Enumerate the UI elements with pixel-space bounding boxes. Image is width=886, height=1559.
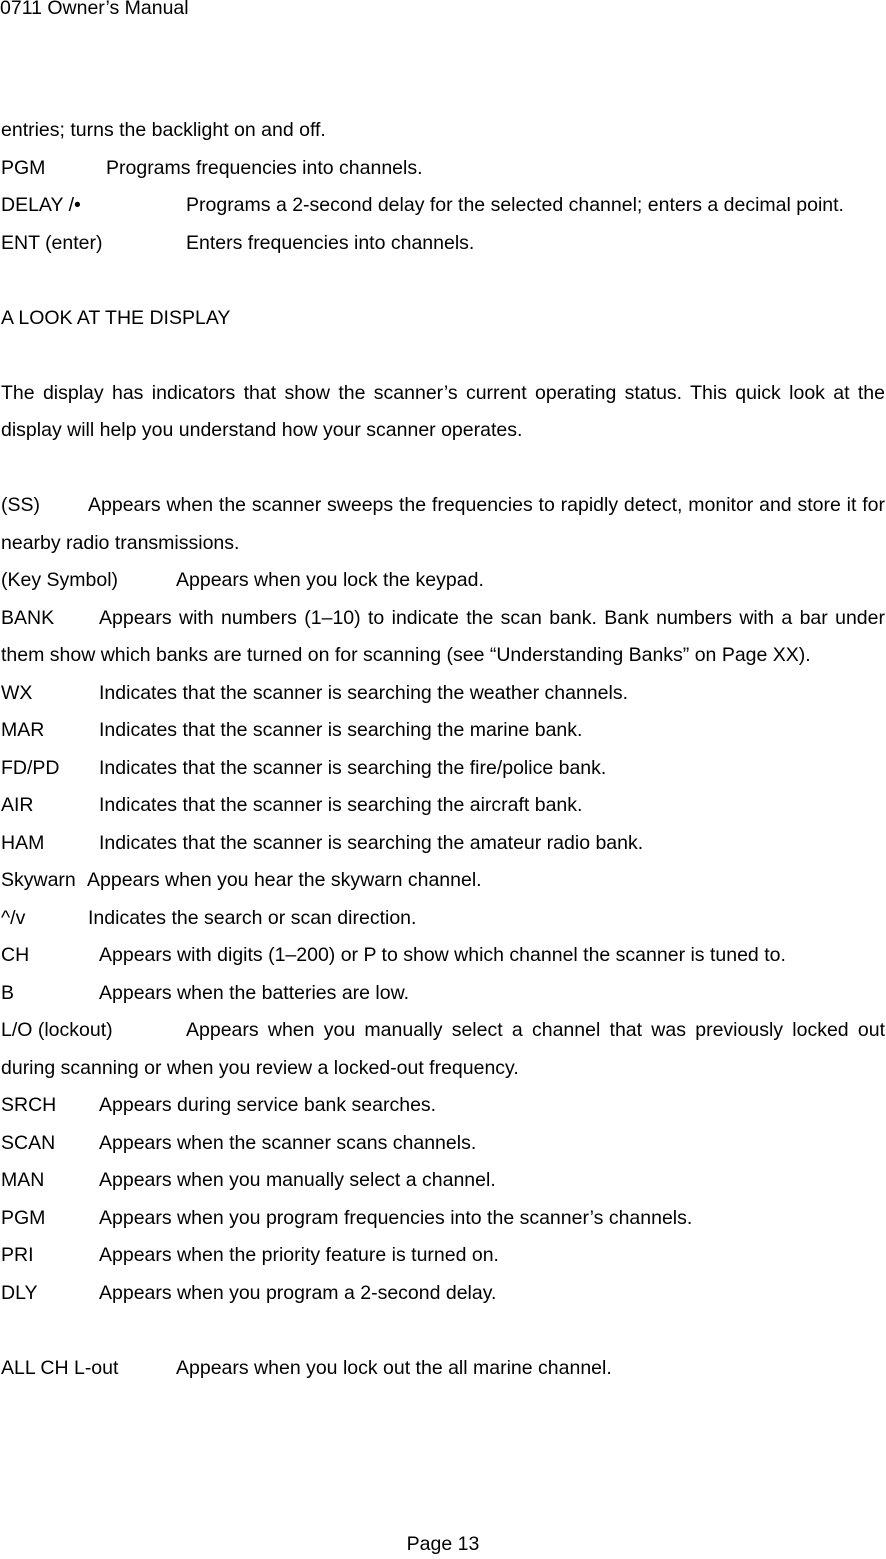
indicator-entry: [1, 825, 885, 863]
indicator-term: BANK: [1, 606, 55, 629]
indicator-description: Appears when the scanner scans channels.: [99, 1131, 477, 1154]
indicator-entry: [1, 712, 885, 750]
key-term: DELAY /•: [1, 194, 81, 216]
indicator-description: Indicates that the scanner is searching the amateur radio bank.: [99, 831, 644, 854]
indicator-entry: [1, 937, 885, 975]
indicator-term: L/O (lockout): [1, 1019, 113, 1041]
indicator-term: (SS): [1, 494, 40, 516]
indicator-description: Indicates that the scanner is searching the aircraft bank.: [99, 794, 583, 816]
indicator-term: WX: [1, 681, 33, 704]
indicator-description: Appears when you program a 2-second delay.: [99, 1281, 497, 1304]
key-description: Programs frequencies into channels.: [106, 156, 423, 179]
indicator-entry: [1, 862, 885, 900]
page-number: Page 13: [406, 1533, 480, 1555]
indicator-term: AIR: [1, 794, 34, 816]
indicator-description: Appears when the batteries are low.: [99, 981, 410, 1004]
indicator-description: Appears when you lock the keypad.: [176, 569, 484, 591]
indicator-entry: [1, 1275, 885, 1313]
indicator-term: MAN: [1, 1169, 45, 1191]
indicator-term: PRI: [1, 1244, 34, 1266]
indicator-description: Indicates that the scanner is searching the marine bank.: [99, 719, 583, 741]
key-description: Programs a 2-second delay for the selected channel; enters a decimal point.: [186, 194, 844, 216]
indicator-entry: [1, 900, 885, 938]
section-intro: The display has indicators that show the scanner’s current operating status. This quick look at the display will help you understand how your scanner operates.: [1, 381, 885, 441]
indicator-term: SRCH: [1, 1094, 57, 1116]
indicator-description: Appears during service bank searches.: [99, 1094, 437, 1116]
indicator-entry: [1, 1350, 885, 1388]
indicator-description: Indicates that the scanner is searching the fire/police bank.: [99, 756, 607, 779]
indicator-description: Appears when the scanner sweeps the frequencies to rapidly detect, monitor and store it for nearby radio transmissions.: [1, 494, 885, 554]
indicator-term: B: [1, 981, 15, 1004]
indicator-description: Appears when the priority feature is turned on.: [99, 1244, 499, 1266]
indicator-entry: [1, 1125, 885, 1163]
key-term: ENT (enter): [1, 231, 103, 254]
indicator-description: Appears when you manually select a channel that was previously locked out during scanning or when you review a locked-out frequency.: [1, 1019, 885, 1079]
indicator-description: Indicates the search or scan direction.: [88, 906, 417, 929]
section-heading: A LOOK AT THE DISPLAY: [1, 306, 231, 329]
indicator-term: ALL CH L-out: [1, 1356, 119, 1379]
running-header: 0711 Owner’s Manual: [0, 0, 189, 19]
indicator-entry-wrapped: [1, 1012, 885, 1087]
indicator-entry: [1, 1087, 885, 1125]
indicator-term: MAR: [1, 719, 45, 741]
key-description: Enters frequencies into channels.: [186, 231, 475, 254]
indicator-entry: [1, 750, 885, 788]
indicator-description: Appears when you hear the skywarn channel.: [87, 869, 482, 891]
key-term: PGM: [1, 156, 46, 179]
indicator-term: SCAN: [1, 1131, 56, 1154]
key-entry: [1, 225, 885, 263]
indicator-term: FD/PD: [1, 756, 60, 779]
indicator-description: Appears with numbers (1–10) to indicate the scan bank. Bank numbers with a bar under them show which banks are turned on for scanning (see “Understanding Banks” on Page XX).: [1, 606, 885, 666]
page-body: [1, 112, 885, 1387]
key-entry-wrapped: [1, 187, 885, 225]
indicator-entry: [1, 787, 885, 825]
indicator-description: Appears when you lock out the all marine channel.: [176, 1356, 612, 1379]
indicator-entry: [1, 1200, 885, 1238]
indicator-entry: [1, 975, 885, 1013]
indicator-term: ^/v: [1, 906, 26, 929]
indicator-entry: [1, 1162, 885, 1200]
indicator-term: PGM: [1, 1206, 46, 1229]
indicator-term: HAM: [1, 831, 45, 854]
key-entry: [1, 150, 885, 188]
key-description: entries; turns the backlight on and off.: [1, 119, 326, 141]
indicator-entry: [1, 675, 885, 713]
indicator-description: Appears when you program frequencies into the scanner’s channels.: [99, 1206, 693, 1229]
indicator-entry: [1, 562, 885, 600]
key-entry: [1, 112, 885, 150]
indicator-description: Appears with digits (1–200) or P to show which channel the scanner is tuned to.: [99, 944, 786, 966]
indicator-description: Indicates that the scanner is searching the weather channels.: [99, 681, 628, 704]
indicator-entry-wrapped: [1, 487, 885, 562]
indicator-entry-wrapped: [1, 600, 885, 675]
indicator-term: (Key Symbol): [1, 569, 119, 591]
indicator-term: CH: [1, 944, 30, 966]
indicator-description: Appears when you manually select a channel.: [99, 1169, 496, 1191]
indicator-term: Skywarn: [1, 869, 76, 891]
indicator-term: DLY: [1, 1281, 38, 1304]
indicator-entry: [1, 1237, 885, 1275]
